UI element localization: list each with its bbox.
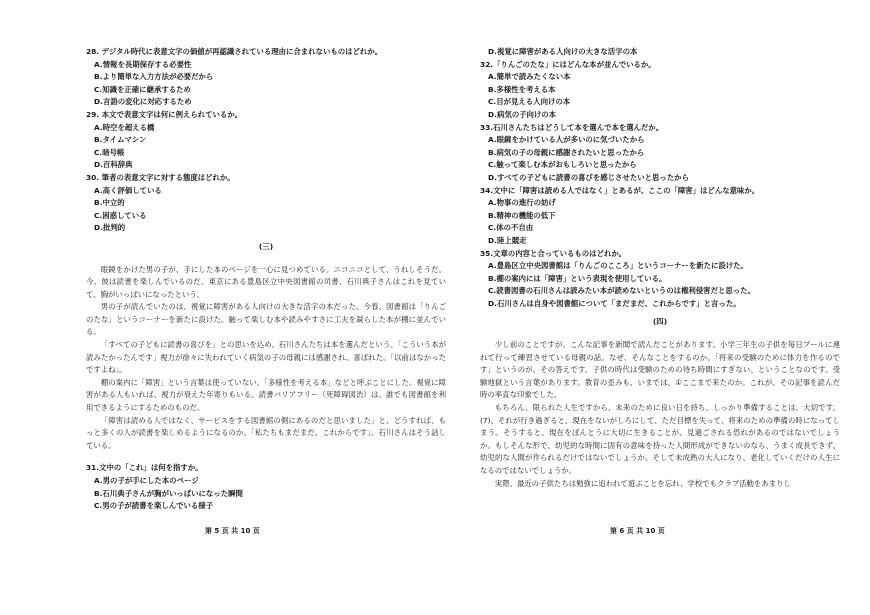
q32-option-b: B.多様性を考える本 bbox=[488, 84, 556, 94]
question-34: 34.文中に「障害は読める人ではなく」とあるが、ここの「障害」はどんな意味か。 bbox=[480, 185, 760, 195]
passage-3-paragraph-5: 「障害は読める人ではなく、サービスをする図書館の側にあるのだと思いました」と、どうすれば、もっと多くの人が読書を楽しめるようになるのか。「私たちもまだまだ、これからです」。石川さんはそう話している。 bbox=[86, 415, 446, 450]
right-page bbox=[480, 46, 840, 490]
q28-option-c: C.知識を正確に継承するため bbox=[94, 84, 191, 94]
question-32: 32.「りんごのたな」にはどんな本が並んでいるか。 bbox=[480, 59, 656, 69]
q34-option-c: C.体の不自由 bbox=[488, 223, 534, 233]
question-35: 35.文章の内容と合っているものはどれか。 bbox=[480, 248, 627, 258]
q33-option-a: A.眼鏡をかけている人が多いのに気づいたから bbox=[488, 135, 645, 145]
page-footer-left: 第 5 页 共 10 页 bbox=[205, 527, 260, 535]
page-footer-right: 第 6 页 共 10 页 bbox=[610, 527, 665, 535]
q28-option-a: A.情報を長期保存する必要性 bbox=[94, 59, 192, 69]
left-page bbox=[86, 46, 446, 513]
q31-option-b: B.石川典子さんが胸がいっぱいになった瞬間 bbox=[94, 488, 243, 498]
passage-4-paragraph-1: 少し前のことですが、こんな記事を新聞で読んだことがあります。小学三年生の子供を毎日プールに連れて行って練習させている母親の話。なぜ、そんなことをするのか。「将来の受験のために体力を作るのです」というのが、その答えです。子供の時代は受験のための待ち時間にすぎない、ということなのです。受験地獄という言葉があります。教育の歪みも、いまでは、①ここまで来たのか。これが、その記事を読んだ時の率直な印象でした。 bbox=[480, 340, 840, 400]
passage-3-paragraph-3: 「すべての子どもに読書の喜びを」との思いを込め、石川さんたちは本を選んだという。「こういう本が読みたかったんです」視力が徐々に失われていく病気の子の母親には感謝され、喜ばれた。「以前はなかったですよね」。 bbox=[86, 340, 446, 375]
q30-option-d: D.批判的 bbox=[94, 223, 126, 233]
q31-option-d: D.視覚に障害がある人向けの大きな活字の本 bbox=[488, 47, 638, 56]
q32-option-d: D.病気の子向けの本 bbox=[488, 109, 557, 119]
q29-option-a: A.時空を超える橋 bbox=[94, 122, 155, 132]
question-31: 31.文中の「これ」は何を指すか。 bbox=[86, 463, 203, 473]
q29-option-b: B.タイムマシン bbox=[94, 135, 147, 145]
passage-3-paragraph-4: 棚の案内に「障害」という言葉は使っていない。「多様性を考える本」などと呼ぶことにした。視覚に障害がある人もいれば、視力が衰えた年寄りもいる。読書バリアフリー（死障碍図渋）は、誰でも図書館を利用できるようにするためのものだ。 bbox=[86, 377, 446, 413]
passage-3-paragraph-2: 男の子が読んでいたのは、視覚に障害がある人向けの大きな活字の本だった。今春、図書館は「りんごのたな」というコーナーを新たに設けた。触って楽しむ本や読みやすさに工夫を凝らした本が棚に並んでいる。 bbox=[86, 302, 446, 337]
section-title-3: (三) bbox=[258, 241, 274, 251]
question-29: 29. 本文で表意文字は何に例えられているか。 bbox=[86, 109, 243, 119]
passage-4-paragraph-2: もちろん、限られた人生ですから、未来のために良い日を持ち、しっかり準備することは、大切です。(7)、それが行き過ぎると、現在をないがしろにして、ただ目標を失って、将来のための準備の時になってしまう。そうすると、現在をぼんとうに大切に生きることが、見過ごされる恐れがあるのではないでしょうか。もしそんな形で、幼児的な時間に固有の意味を持った人間形成ができないのなら、うまく成長できず、幼児的な人間が作られるだけではないでしょうか。そして未成熟の大人になり、老化していくだけの人生になるのではないでしょうか。 bbox=[480, 403, 840, 475]
q30-option-b: B.中立的 bbox=[94, 198, 125, 208]
q30-option-a: A.高く評価している bbox=[94, 185, 162, 195]
q32-option-a: A.簡単で読みたくない本 bbox=[488, 72, 571, 82]
q32-option-c: C.目が見える人向けの本 bbox=[488, 97, 571, 107]
q31-option-c: C.男の子が読書を楽しんでいる様子 bbox=[94, 501, 214, 511]
q35-option-c: C.読書図書の石川さんは読みたい本が読めないというのは権利侵害だと思った。 bbox=[488, 286, 755, 296]
q33-option-d: D.すべての子どもに読書の喜びを感じさせたいと思ったから bbox=[488, 172, 689, 182]
question-33: 33.石川さんたちはどうして本を選んで本を選んだか。 bbox=[480, 122, 664, 132]
question-30: 30. 筆者の表意文字に対する態度はどれか。 bbox=[86, 172, 235, 182]
q35-option-b: B.棚の案内には「障害」という表現を使用している。 bbox=[488, 273, 667, 283]
q34-option-a: A.物事の進行の妨げ bbox=[488, 198, 556, 208]
section-title-4: (四) bbox=[652, 317, 668, 327]
q35-option-a: A.豊島区立中央図書館は「りんごのこころ」というコーナーを新たに設けた。 bbox=[488, 261, 748, 271]
q34-option-d: D.陸上競走 bbox=[488, 235, 527, 245]
passage-4-paragraph-3: 実際、最近の子供たちは勉強に追われて遊ぶことを忘れ、学校でもクラブ活動をあまりし bbox=[494, 478, 791, 488]
q28-option-b: B.より簡単な入力方法が必要だから bbox=[94, 72, 214, 82]
passage-3-paragraph-1: 眼鏡をかけた男の子が、手にした本のページを一心に見つめている。ニコニコとして、うれしそうだ。今、彼は読書を楽しんでいるのだ。東京にある豊島区立中央図書館の司書、石川典子さんはこれを見ていて、胸がいっぱいになったという。 bbox=[86, 264, 446, 299]
question-28: 28. デジタル時代に表意文字の価値が再認識されている理由に合まれないものはどれか。 bbox=[86, 47, 383, 56]
q29-option-c: C.暗号帳 bbox=[94, 147, 125, 157]
q29-option-d: D.百科辞典 bbox=[94, 160, 133, 170]
q30-option-c: C.困惑している bbox=[94, 210, 147, 220]
q28-option-d: D.言語の変化に対応するため bbox=[94, 97, 192, 107]
q31-option-a: A.男の子が手にした本のページ bbox=[94, 476, 199, 485]
q35-option-d: D.石川さんは自身や図書館について「まだまだ、これからです」と言った。 bbox=[488, 298, 741, 308]
q33-option-c: C.触って楽しむ本がおもしろいと思ったから bbox=[488, 160, 637, 170]
q33-option-b: B.病気の子の母親に感謝されたいと思ったから bbox=[488, 147, 645, 157]
q34-option-b: B.精神の機能の低下 bbox=[488, 210, 556, 220]
